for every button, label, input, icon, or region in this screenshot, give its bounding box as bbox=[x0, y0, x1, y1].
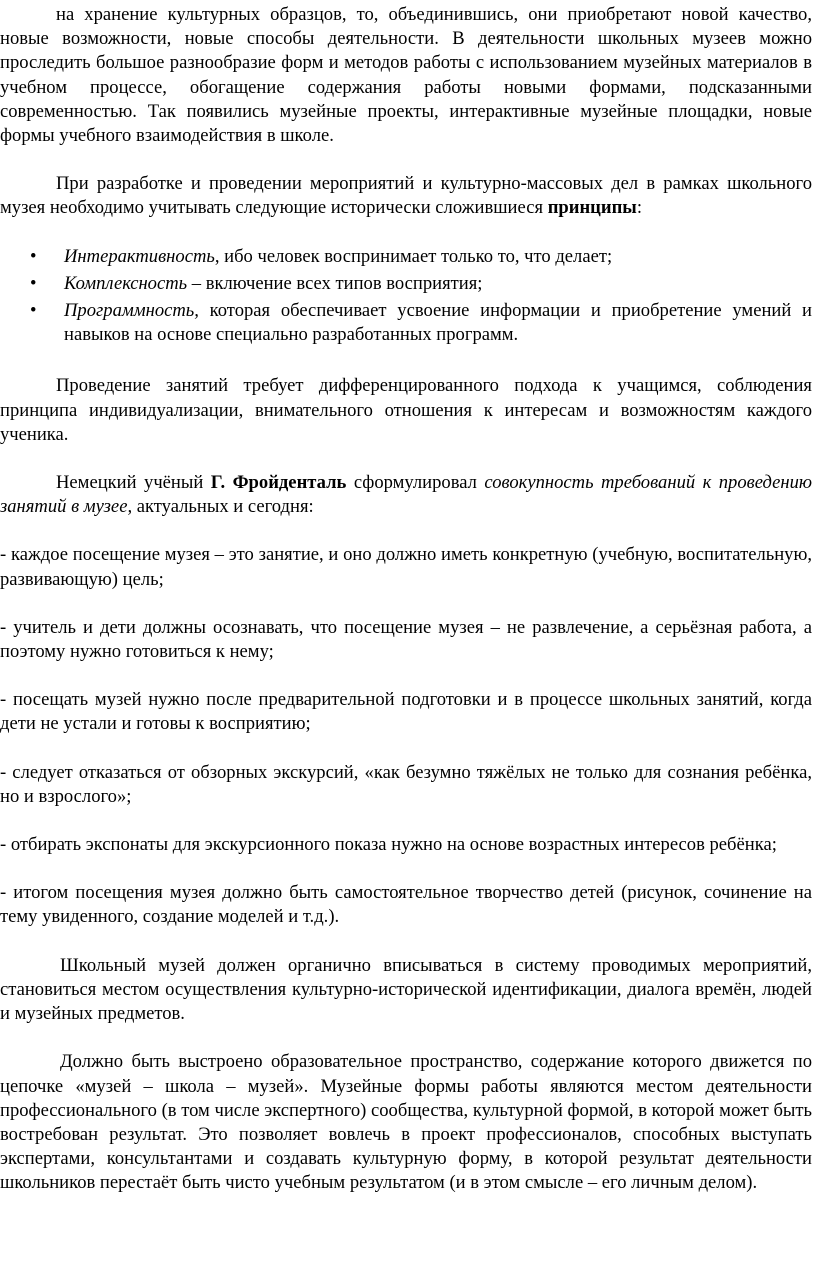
principle-description: – включение всех типов восприятия; bbox=[187, 272, 483, 294]
freudenthal-end: актуальных и сегодня: bbox=[132, 496, 314, 518]
paragraph-differentiated-approach: Проведение занятий требует дифференцированного подхода к учащимся, соблюдения принципа индивидуализации, внимательного отношения к интересам и возможностям каждого ученика. bbox=[0, 375, 812, 445]
requirement-item: - следует отказаться от обзорных экскурсий, «как безумно тяжёлых не только для сознания ребёнка, но и взрослого»; bbox=[0, 761, 812, 807]
spacer bbox=[0, 737, 812, 761]
principles-intro-text: При разработке и проведении мероприятий и культурно-массовых дел в рамках школьного музея необходимо учитывать следующие исторически сложившиеся bbox=[0, 173, 812, 219]
principle-description: которая обеспечивает усвоение информации и приобретение умений и навыков на основе специально разработанных программ. bbox=[64, 300, 812, 346]
principles-keyword: принципы bbox=[547, 197, 637, 219]
spacer bbox=[0, 350, 812, 374]
requirement-item: - отбирать экспонаты для экскурсионного показа нужно на основе возрастных интересов ребёнка; bbox=[0, 834, 777, 856]
principle-term: Интерактивность bbox=[64, 245, 215, 267]
spacer bbox=[0, 930, 812, 954]
requirement-item: - каждое посещение музея – это занятие, и оно должно иметь конкретную (учебную, воспитательную, развивающую) цель; bbox=[0, 544, 812, 590]
principles-list bbox=[0, 245, 812, 348]
requirement-item: - посещать музей нужно после предварительной подготовки и в процессе школьных занятий, когда дети не устали и готовы к восприятию; bbox=[0, 689, 812, 735]
freudenthal-verb: сформулировал bbox=[346, 472, 485, 494]
principle-term: Программность, bbox=[64, 300, 199, 322]
scientist-name: Г. Фройденталь bbox=[210, 472, 347, 494]
spacer bbox=[0, 221, 812, 245]
requirements-phrase: совокупность требований к проведению занятий в музее, bbox=[0, 472, 813, 518]
paragraph-principles-intro bbox=[0, 172, 812, 220]
spacer bbox=[0, 664, 812, 688]
spacer bbox=[0, 857, 812, 881]
paragraph-museum-forms: на хранение культурных образцов, то, объединившись, они приобретают новой качество, новые возможности, новые способы деятельности. В деятельности школьных музеев можно проследить большое разнообразие форм и методов работы с использованием музейных материалов в учебном процессе, обогащение содержания работы новыми формами, подсказанными современностью. Так появились музейные проекты, интерактивные музейные площадки, новые формы учебного взаимодействия в школе. bbox=[0, 4, 812, 147]
bullet-icon: • bbox=[30, 245, 37, 267]
list-item bbox=[0, 299, 812, 347]
spacer bbox=[0, 519, 812, 543]
principle-description: , ибо человек воспринимает только то, что делает; bbox=[214, 245, 613, 267]
bullet-icon: • bbox=[30, 300, 37, 322]
paragraph-educational-space: Должно быть выстроено образовательное пространство, содержание которого движется по цепочке «музей – школа – музей». Музейные формы работы являются местом деятельности профессионального (в том числе экспертного) сообщества, культурной формой, в которой может быть востребован результат. Это позволяет вовлечь в проект профессионалов, способных выступать экспертами, консультантами и создавать культурную форму, в которой результат деятельности школьников перестаёт быть чисто учебным результатом (и в этом смысле – его личным делом). bbox=[0, 1051, 812, 1194]
freudenthal-intro: Немецкий учёный bbox=[56, 472, 211, 494]
spacer bbox=[0, 809, 812, 833]
principle-term: Комплексность bbox=[64, 272, 188, 294]
spacer bbox=[0, 447, 812, 471]
spacer bbox=[0, 1026, 812, 1050]
list-item bbox=[0, 245, 812, 269]
requirement-item: - итогом посещения музея должно быть самостоятельное творчество детей (рисунок, сочинение на тему увиденного, создание моделей и т.д.). bbox=[0, 882, 812, 928]
paragraph-school-museum: Школьный музей должен органично вписываться в систему проводимых мероприятий, становиться местом осуществления культурно-исторической идентификации, диалога времён, людей и музейных предметов. bbox=[0, 954, 812, 1025]
paragraph-freudenthal bbox=[0, 471, 812, 519]
requirement-item: - учитель и дети должны осознавать, что посещение музея – не развлечение, а серьёзная работа, а поэтому нужно готовиться к нему; bbox=[0, 616, 812, 663]
bullet-icon: • bbox=[30, 272, 37, 294]
list-item bbox=[0, 272, 812, 296]
spacer bbox=[0, 592, 812, 616]
principles-intro-colon: : bbox=[636, 197, 642, 219]
spacer bbox=[0, 148, 812, 172]
